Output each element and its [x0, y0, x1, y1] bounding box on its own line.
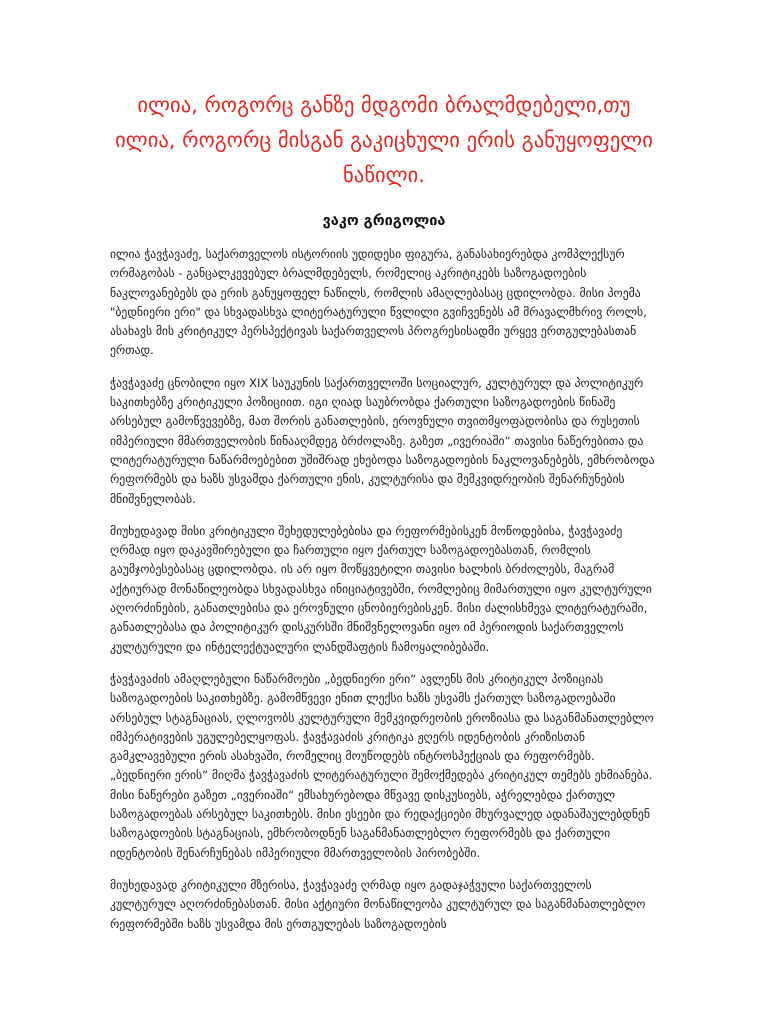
- document-body: [110, 245, 658, 934]
- body-paragraph-5: მიუხედავად კრიტიკული მზერისა, ჭავჭავაძე ღრმად იყო გადაჯაჭვული საქართველოს კულტურულ აღორძინებასთან. მისი აქტიური მონაწილეობა კულტურულ და საგანმანათლებლო რეფორმებში ხაზს უსვამდა მის ერთგულებას საზოგადოების: [110, 877, 646, 931]
- body-paragraph-2: ჭავჭავაძე ცნობილი იყო XIX საუკუნის საქართველოში სოციალურ, კულტურულ და პოლიტიკურ საკითხებზე კრიტიკული პოზიციით. იგი ღიად საუბრობდა ქართული საზოგადოების წინაშე არსებულ გამოწვევებზე, მათ შორის განათლების, ეროვნული თვითმყოფადობისა და რუსეთის იმპერიული მმართველობის წინააღმდეგ ბრძოლაზე. გაზეთ „ივერიაში“ თავისი ნაწერებითა და ლიტერატურული ნაწარმოებებით უშიშრად ეხებოდა საზოგადოების ნაკლოვანებებს, ემხრობოდა რეფორმებს და ხაზს უსვამდა ქართული ენის, კულტურისა და მემკვიდრეობის შენარჩუნების მნიშვნელობას.: [110, 375, 655, 506]
- document-author: ვაკო გრიგოლია: [322, 213, 446, 229]
- body-paragraph-4: ჭავჭავაძის ამაღლებული ნაწარმოები „ბედნიერი ერი“ ავლენს მის კრიტიკულ პოზიციას საზოგადოების საკითხებზე. გამომწვევი ენით ლექსი ხაზს უსვამს ქართულ საზოგადოებაში არსებულ სტაგნაციას, ღლოვობს კულტურული მემკვიდრეობის ეროზიასა და საგანმანათლებლო იმპერატივების უგულებელყოფას. ჭავჭავაძის კრიტიკა ჟღერს იდენტობის კრიზისთან გამკლავებული ერის ასახვაში, რომელიც მოუწოდებს ინტროსპექციას და რეფორმებს. „ბედნიერი ერის“ მიღმა ჭავჭავაძის ლიტერატურული შემოქმედება კრიტიკულ თემებს ეხმიანება. მისი ნაწერები გაზეთ „ივერიაში“ ემსახურებოდა მწვავე დისკუსიებს, აჭრელებდა ქართულ საზოგადოებას არსებულ საკითხებს. მისი ესეები და რედაქციები მხურვალედ ადანაშაულებდნენ საზოგადოების სტაგნაციას, ემხრობოდნენ საგანმანათლებლო რეფორმებს და ქართული იდენტობის შენარჩუნებას იმპერიული მმართველობის პირობებში.: [110, 671, 654, 860]
- document-title: ილია, როგორც განზე მდგომი ბრალმდებელი,თუ ილია, როგორც მისგან გაკიცხული ერის განუყოფელი ნაწილი.: [115, 93, 653, 187]
- body-paragraph-1: ილია ჭავჭავაძე, საქართველოს ისტორიის უდიდესი ფიგურა, განასახიერებდა კომპლექსურ ორმაგობას - განცალკევებულ ბრალმდებელს, რომელიც აკრიტიკებს საზოგადოების ნაკლოვანებებს და ერის განუყოფელ ნაწილს, რომლის ამაღლებასაც ცდილობდა. მისი პოემა "ბედნიერი ერი" და სხვადასხვა ლიტერატურული წვლილი გვიჩვენებს ამ მრავალმხრივ როლს, ასახავს მის კრიტიკულ პერსპექტივას საქართველოს პროგრესისადმი ურყევ ერთგულებასთან ერთად.: [110, 247, 647, 358]
- body-paragraph-3: მიუხედავად მისი კრიტიკული შეხედულებებისა და რეფორმებისკენ მოწოდებისა, ჭავჭავაძე ღრმად იყო დაკავშირებული და ჩართული იყო ქართულ საზოგადოებასთან, რომლის გაუმჯობესებასაც ცდილობდა. ის არ იყო მოწყვეტილი თავისი ხალხის ბრძოლებს, მაგრამ აქტიურად მონაწილეობდა სხვადასხვა ინიციატივებში, რომლებიც მიმართული იყო კულტურული აღორძინების, განათლებისა და ეროვნული ცნობიერებისკენ. მისი ძალისხმევა ლიტერატურაში, განათლებასა და პოლიტიკურ დისკურსში მნიშვნელოვანი იყო იმ პერიოდის საქართველოს კულტურული და ინტელექტუალური ლანდშაფტის ჩამოყალიბებაში.: [110, 523, 652, 654]
